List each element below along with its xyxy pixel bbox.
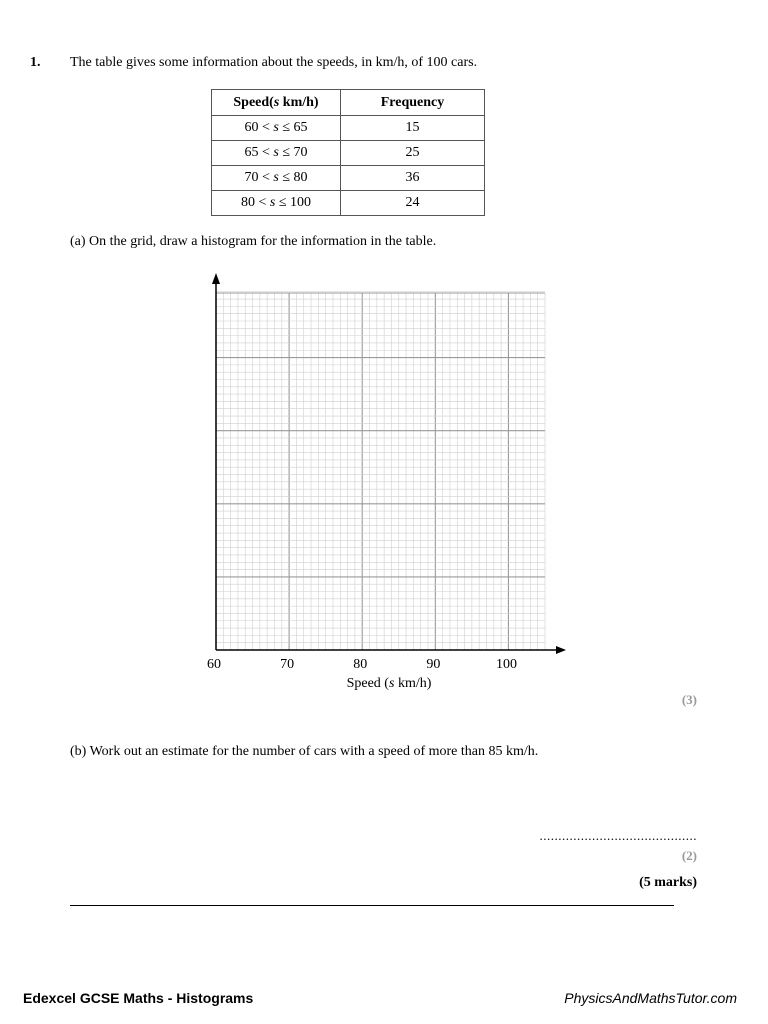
footer-title: Edexcel GCSE Maths - Histograms	[23, 990, 254, 1006]
part-a-marks: (3)	[681, 692, 697, 707]
question-number: 1.	[30, 55, 41, 70]
part-b-marks: (2)	[681, 848, 697, 863]
header-frequency: Frequency	[341, 90, 485, 116]
divider-line	[70, 905, 674, 906]
x-axis-arrow-icon	[556, 646, 566, 654]
x-axis-label: Speed (s km/h)	[346, 676, 432, 691]
x-tick-label: 90	[426, 657, 441, 672]
frequency-cell: 24	[341, 191, 485, 216]
x-tick-label: 80	[353, 657, 368, 672]
frequency-cell: 15	[341, 116, 485, 141]
speed-interval-cell: 60 < s ≤ 65	[212, 116, 341, 141]
footer-site: PhysicsAndMathsTutor.com	[564, 990, 737, 1006]
question-intro: The table gives some information about the speeds, in km/h, of 100 cars.	[70, 55, 478, 70]
answer-line[interactable]: ..........................................	[539, 828, 697, 843]
speed-interval-cell: 80 < s ≤ 100	[212, 191, 341, 216]
part-a-instruction: (a) On the grid, draw a histogram for the information in the table.	[70, 234, 437, 249]
total-marks: (5 marks)	[639, 875, 697, 890]
y-axis-arrow-icon	[212, 273, 220, 284]
speed-interval-cell: 65 < s ≤ 70	[212, 141, 341, 166]
frequency-cell: 25	[341, 141, 485, 166]
x-tick-label: 60	[207, 657, 221, 672]
frequency-cell: 36	[341, 166, 485, 191]
header-speed: Speed(s km/h)	[212, 90, 341, 116]
speed-interval-cell: 70 < s ≤ 80	[212, 166, 341, 191]
part-b-question: (b) Work out an estimate for the number of cars with a speed of more than 85 km/h.	[70, 744, 539, 759]
x-tick-label: 70	[280, 657, 295, 672]
x-tick-label: 100	[495, 657, 517, 672]
